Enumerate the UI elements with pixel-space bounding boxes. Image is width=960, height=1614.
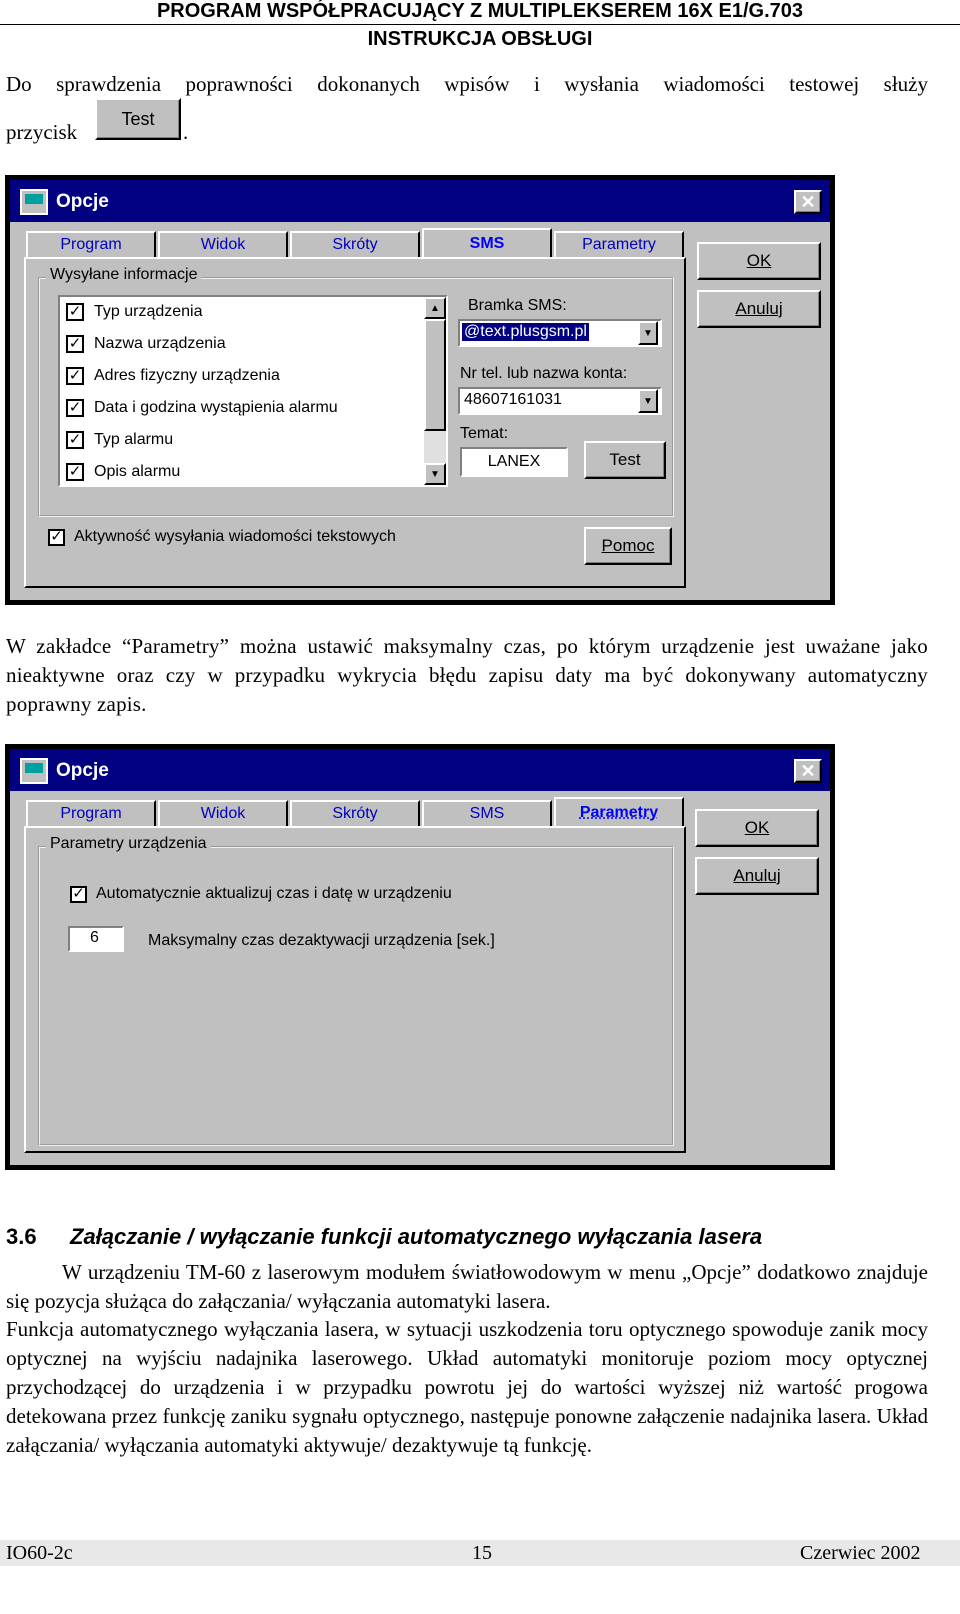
subject-value: LANEX — [487, 453, 541, 470]
phone-label: Nr tel. lub nazwa konta: — [460, 365, 628, 382]
auto-update-label: Automatycznie aktualizuj czas i datę w urządzeniu — [96, 885, 452, 902]
vertical-scrollbar[interactable] — [424, 297, 446, 485]
parametry-description: W zakładce “Parametry” można ustawić maksymalny czas, po którym urządzenie jest uważane jako nieaktywne oraz czy w przypadku wykrycia błędu zapisu daty ma być dokonywany automatyczny poprawny zapis. — [6, 634, 928, 716]
cancel-button[interactable] — [695, 857, 819, 895]
sent-info-group-label: Wysyłane informacje — [46, 266, 201, 284]
document-header-subtitle: INSTRUKCJA OBSŁUGI — [367, 28, 593, 50]
max-time-input[interactable] — [68, 926, 124, 952]
tab-skroty[interactable]: Skróty — [290, 800, 420, 826]
tab-parametry[interactable]: Parametry — [554, 797, 684, 827]
section-paragraph-1: W urządzeniu TM-60 z laserowym modułem światłowodowym w menu „Opcje” dodatkowo znajduje się pozycja służąca do załączania/ wyłączania automatyki lasera. — [6, 1260, 928, 1313]
checklist-item: Typ alarmu — [94, 431, 174, 448]
section-paragraph-2: Funkcja automatycznego wyłączania lasera, w sytuacji uszkodzenia toru optycznego spowoduje zanik mocy optycznej na wyjściu nadajnika laserowego. Układ automatyki monitoruje poziom mocy optycznej przychodzącej do urządzenia i w przypadku powrotu jej do wartości wyższej niż wartość progowa detekowana przez funkcję zaniku sygnału optycznego, następuje ponowne załączenie nadajnika lasera. Układ załączania/ wyłączania automatyki aktywuje/ dezaktywuje tą funkcję. — [6, 1317, 928, 1457]
footer-date: Czerwiec 2002 — [800, 1542, 921, 1564]
checkbox-checked-icon[interactable]: ✓ — [66, 399, 84, 417]
tab-skroty[interactable]: Skróty — [290, 231, 420, 257]
section-number: 3.6 — [6, 1224, 37, 1249]
activity-label: Aktywność wysyłania wiadomości tekstowych — [74, 528, 396, 545]
intro-period: . — [183, 120, 189, 144]
options-dialog-parametry — [5, 744, 835, 1170]
scroll-thumb[interactable] — [424, 319, 446, 431]
tab-program[interactable]: Program — [26, 231, 156, 257]
tab-panel — [24, 257, 686, 588]
close-icon[interactable]: ✕ — [794, 190, 822, 214]
help-button-label: Pomoc — [601, 536, 655, 555]
dialog-title: Opcje — [56, 191, 109, 212]
chevron-down-icon[interactable]: ▼ — [638, 321, 658, 345]
inline-test-button: Test — [95, 98, 181, 140]
dialog-titlebar — [10, 749, 830, 791]
checklist-item: Nazwa urządzenia — [94, 335, 226, 352]
tab-widok[interactable]: Widok — [158, 231, 288, 257]
checklist-item: Typ urządzenia — [94, 303, 203, 320]
checkbox-checked-icon[interactable]: ✓ — [66, 367, 84, 385]
scroll-down-icon[interactable]: ▼ — [424, 463, 446, 485]
cancel-button[interactable] — [697, 290, 821, 328]
sms-gateway-value: @text.plusgsm.pl — [464, 323, 587, 340]
phone-value: 48607161031 — [464, 391, 562, 408]
checkbox-checked-icon[interactable]: ✓ — [66, 335, 84, 353]
activity-checkbox[interactable]: ✓ — [48, 529, 65, 546]
footer-page-number: 15 — [472, 1542, 492, 1564]
phone-select[interactable] — [458, 387, 662, 415]
footer-doc-code: IO60-2c — [6, 1542, 73, 1564]
checkbox-checked-icon[interactable]: ✓ — [66, 303, 84, 321]
checkbox-checked-icon[interactable]: ✓ — [66, 463, 84, 481]
tab-parametry[interactable]: Parametry — [554, 231, 684, 257]
max-time-label: Maksymalny czas dezaktywacji urządzenia [sek.] — [148, 932, 495, 949]
subject-label: Temat: — [460, 425, 509, 442]
cancel-button-label: Anuluj — [735, 299, 783, 318]
tab-program[interactable]: Program — [26, 800, 156, 826]
device-params-group-label: Parametry urządzenia — [46, 835, 211, 853]
checklist-item: Adres fizyczny urządzenia — [94, 367, 280, 384]
document-header-title: PROGRAM WSPÓŁPRACUJĄCY Z MULTIPLEKSEREM 16X E1/G.703 — [156, 0, 804, 22]
ok-button-label: OK — [744, 818, 770, 837]
ok-button[interactable] — [695, 809, 819, 847]
checklist-item: Opis alarmu — [94, 463, 181, 480]
cancel-button-label: Anuluj — [733, 866, 781, 885]
sms-gateway-select[interactable] — [458, 319, 662, 347]
dialog-title: Opcje — [56, 760, 109, 781]
chevron-down-icon[interactable]: ▼ — [638, 389, 658, 413]
checklist-item: Data i godzina wystąpienia alarmu — [94, 399, 338, 416]
intro-text: Do sprawdzenia poprawności dokonanych wpisów i wysłania wiadomości testowej służy — [6, 72, 928, 96]
options-dialog-sms — [5, 175, 835, 605]
subject-input[interactable] — [460, 447, 568, 477]
check-item-row[interactable] — [66, 303, 84, 321]
help-button[interactable] — [584, 527, 672, 565]
auto-update-checkbox[interactable]: ✓ — [70, 886, 87, 903]
ok-button[interactable] — [697, 242, 821, 280]
close-icon[interactable]: ✕ — [794, 759, 822, 783]
test-button[interactable]: Test — [584, 441, 666, 479]
sms-gateway-label: Bramka SMS: — [468, 297, 567, 314]
ok-button-label: OK — [746, 251, 772, 270]
app-icon — [20, 758, 48, 784]
tab-sms[interactable]: SMS — [422, 800, 552, 826]
header-divider — [0, 24, 960, 25]
checklist-box — [58, 295, 448, 487]
section-title: Załączanie / wyłączanie funkcji automatycznego wyłączania lasera — [70, 1224, 763, 1249]
tab-sms[interactable]: SMS — [422, 228, 552, 258]
checkbox-checked-icon[interactable]: ✓ — [66, 431, 84, 449]
dialog-titlebar — [10, 180, 830, 222]
scroll-up-icon[interactable]: ▲ — [424, 297, 446, 319]
max-time-value: 6 — [90, 929, 99, 946]
tab-panel — [24, 826, 686, 1153]
intro-text-continued: przycisk — [6, 120, 78, 144]
app-icon — [20, 189, 48, 215]
tab-widok[interactable]: Widok — [158, 800, 288, 826]
